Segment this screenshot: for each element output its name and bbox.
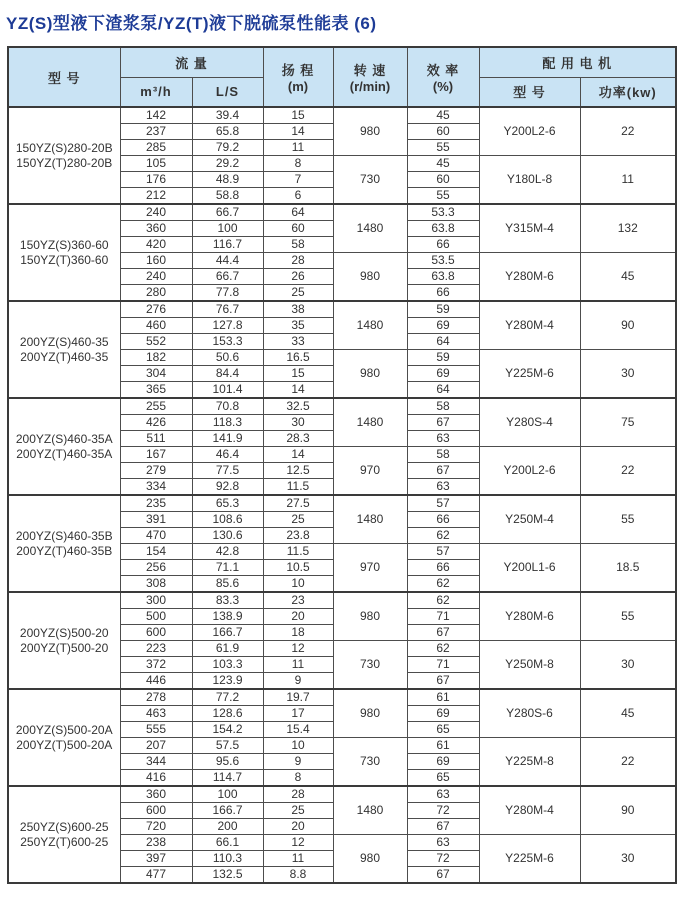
flow-ls-cell: 46.4	[192, 447, 263, 463]
flow-ls-cell: 123.9	[192, 673, 263, 690]
flow-ls-cell: 42.8	[192, 544, 263, 560]
efficiency-cell: 60	[407, 172, 479, 188]
efficiency-cell: 57	[407, 495, 479, 512]
model-line: 200YZ(S)500-20	[19, 625, 109, 640]
motor-power-cell: 30	[580, 350, 676, 399]
efficiency-cell: 69	[407, 706, 479, 722]
flow-m3h-cell: 391	[120, 512, 192, 528]
model-line: 200YZ(S)460-35	[19, 334, 109, 349]
efficiency-cell: 69	[407, 754, 479, 770]
motor-power-cell: 55	[580, 495, 676, 544]
head-cell: 32.5	[263, 398, 333, 415]
flow-ls-cell: 66.1	[192, 835, 263, 851]
head-cell: 58	[263, 237, 333, 253]
flow-ls-cell: 77.5	[192, 463, 263, 479]
head-cell: 12.5	[263, 463, 333, 479]
flow-ls-cell: 76.7	[192, 301, 263, 318]
flow-m3h-cell: 552	[120, 334, 192, 350]
motor-model-cell: Y225M-6	[479, 350, 580, 399]
head-cell: 10	[263, 738, 333, 754]
flow-ls-cell: 57.5	[192, 738, 263, 754]
flow-ls-cell: 50.6	[192, 350, 263, 366]
flow-ls-cell: 110.3	[192, 851, 263, 867]
flow-m3h-cell: 238	[120, 835, 192, 851]
table-row	[8, 689, 676, 706]
flow-ls-cell: 154.2	[192, 722, 263, 738]
speed-cell: 980	[333, 350, 407, 399]
flow-m3h-cell: 154	[120, 544, 192, 560]
model-cell	[8, 204, 120, 301]
table-row	[8, 398, 676, 415]
flow-m3h-cell: 176	[120, 172, 192, 188]
efficiency-cell: 64	[407, 334, 479, 350]
speed-cell: 1480	[333, 495, 407, 544]
efficiency-cell: 65	[407, 770, 479, 787]
speed-cell: 730	[333, 641, 407, 690]
head-cell: 28	[263, 786, 333, 803]
head-cell: 26	[263, 269, 333, 285]
head-cell: 11	[263, 140, 333, 156]
head-cell: 19.7	[263, 689, 333, 706]
model-line: 250YZ(S)600-25	[19, 819, 109, 834]
flow-m3h-cell: 276	[120, 301, 192, 318]
flow-ls-cell: 127.8	[192, 318, 263, 334]
motor-model-cell: Y280S-6	[479, 689, 580, 738]
flow-ls-cell: 85.6	[192, 576, 263, 593]
motor-power-cell: 30	[580, 641, 676, 690]
head-cell: 11	[263, 851, 333, 867]
flow-ls-cell: 71.1	[192, 560, 263, 576]
model-cell	[8, 301, 120, 398]
efficiency-cell: 61	[407, 689, 479, 706]
efficiency-cell: 63	[407, 479, 479, 496]
head-cell: 23	[263, 592, 333, 609]
flow-m3h-cell: 105	[120, 156, 192, 172]
head-cell: 28	[263, 253, 333, 269]
head-cell: 6	[263, 188, 333, 205]
head-cell: 15	[263, 107, 333, 124]
efficiency-cell: 63.8	[407, 221, 479, 237]
head-cell: 10	[263, 576, 333, 593]
flow-ls-cell: 141.9	[192, 431, 263, 447]
header-model: 型 号	[8, 47, 120, 107]
flow-ls-cell: 153.3	[192, 334, 263, 350]
motor-model-cell: Y200L1-6	[479, 544, 580, 593]
flow-ls-cell: 61.9	[192, 641, 263, 657]
head-cell: 14	[263, 447, 333, 463]
header-speed-label: 转 速	[353, 63, 387, 78]
model-cell	[8, 398, 120, 495]
flow-m3h-cell: 300	[120, 592, 192, 609]
speed-cell: 730	[333, 156, 407, 205]
flow-m3h-cell: 167	[120, 447, 192, 463]
head-cell: 60	[263, 221, 333, 237]
flow-m3h-cell: 240	[120, 204, 192, 221]
header-flow: 流 量	[120, 47, 263, 77]
head-cell: 23.8	[263, 528, 333, 544]
efficiency-cell: 58	[407, 447, 479, 463]
head-cell: 16.5	[263, 350, 333, 366]
header-motor: 配 用 电 机	[479, 47, 676, 77]
flow-ls-cell: 103.3	[192, 657, 263, 673]
flow-m3h-cell: 477	[120, 867, 192, 884]
flow-m3h-cell: 280	[120, 285, 192, 302]
efficiency-cell: 71	[407, 609, 479, 625]
flow-ls-cell: 77.8	[192, 285, 263, 302]
efficiency-cell: 69	[407, 318, 479, 334]
head-cell: 35	[263, 318, 333, 334]
model-line: 250YZ(T)600-25	[20, 834, 109, 849]
flow-ls-cell: 65.3	[192, 495, 263, 512]
efficiency-cell: 62	[407, 641, 479, 657]
head-cell: 64	[263, 204, 333, 221]
flow-ls-cell: 79.2	[192, 140, 263, 156]
efficiency-cell: 67	[407, 463, 479, 479]
speed-cell: 1480	[333, 786, 407, 835]
flow-ls-cell: 100	[192, 786, 263, 803]
model-cell	[8, 107, 120, 204]
efficiency-cell: 67	[407, 867, 479, 884]
efficiency-cell: 53.5	[407, 253, 479, 269]
head-cell: 9	[263, 754, 333, 770]
flow-m3h-cell: 446	[120, 673, 192, 690]
flow-m3h-cell: 279	[120, 463, 192, 479]
flow-m3h-cell: 365	[120, 382, 192, 399]
model-cell	[8, 495, 120, 592]
flow-m3h-cell: 334	[120, 479, 192, 496]
efficiency-cell: 62	[407, 528, 479, 544]
head-cell: 28.3	[263, 431, 333, 447]
efficiency-cell: 55	[407, 140, 479, 156]
table-row	[8, 592, 676, 609]
motor-model-cell: Y200L2-6	[479, 107, 580, 156]
head-cell: 27.5	[263, 495, 333, 512]
efficiency-cell: 71	[407, 657, 479, 673]
flow-ls-cell: 132.5	[192, 867, 263, 884]
efficiency-cell: 61	[407, 738, 479, 754]
table-row	[8, 301, 676, 318]
flow-ls-cell: 39.4	[192, 107, 263, 124]
flow-m3h-cell: 256	[120, 560, 192, 576]
efficiency-cell: 65	[407, 722, 479, 738]
efficiency-cell: 69	[407, 366, 479, 382]
flow-m3h-cell: 600	[120, 625, 192, 641]
flow-m3h-cell: 344	[120, 754, 192, 770]
flow-ls-cell: 114.7	[192, 770, 263, 787]
head-cell: 8	[263, 770, 333, 787]
efficiency-cell: 58	[407, 398, 479, 415]
flow-ls-cell: 166.7	[192, 803, 263, 819]
motor-power-cell: 45	[580, 689, 676, 738]
header-efficiency	[407, 47, 479, 107]
head-cell: 8.8	[263, 867, 333, 884]
efficiency-cell: 63.8	[407, 269, 479, 285]
header-head	[263, 47, 333, 107]
flow-ls-cell: 101.4	[192, 382, 263, 399]
flow-ls-cell: 92.8	[192, 479, 263, 496]
efficiency-cell: 62	[407, 576, 479, 593]
motor-power-cell: 132	[580, 204, 676, 253]
flow-ls-cell: 118.3	[192, 415, 263, 431]
flow-m3h-cell: 360	[120, 221, 192, 237]
head-cell: 17	[263, 706, 333, 722]
flow-ls-cell: 84.4	[192, 366, 263, 382]
header-speed-unit: (r/min)	[349, 79, 391, 94]
flow-m3h-cell: 720	[120, 819, 192, 835]
efficiency-cell: 66	[407, 285, 479, 302]
flow-ls-cell: 29.2	[192, 156, 263, 172]
flow-m3h-cell: 416	[120, 770, 192, 787]
motor-power-cell: 45	[580, 253, 676, 302]
motor-power-cell: 90	[580, 786, 676, 835]
header-motor-power: 功率(kw)	[580, 77, 676, 107]
head-cell: 25	[263, 512, 333, 528]
efficiency-cell: 62	[407, 592, 479, 609]
efficiency-cell: 45	[407, 107, 479, 124]
flow-ls-cell: 130.6	[192, 528, 263, 544]
speed-cell: 980	[333, 835, 407, 884]
model-line: 200YZ(T)460-35B	[16, 543, 113, 558]
table-row	[8, 107, 676, 124]
efficiency-cell: 59	[407, 301, 479, 318]
efficiency-cell: 66	[407, 560, 479, 576]
head-cell: 25	[263, 803, 333, 819]
header-speed	[333, 47, 407, 107]
flow-m3h-cell: 182	[120, 350, 192, 366]
motor-model-cell: Y250M-8	[479, 641, 580, 690]
flow-m3h-cell: 470	[120, 528, 192, 544]
speed-cell: 970	[333, 447, 407, 496]
speed-cell: 980	[333, 107, 407, 156]
motor-model-cell: Y280M-4	[479, 301, 580, 350]
motor-power-cell: 30	[580, 835, 676, 884]
header-head-unit: (m)	[287, 79, 309, 94]
motor-power-cell: 11	[580, 156, 676, 205]
flow-ls-cell: 100	[192, 221, 263, 237]
head-cell: 10.5	[263, 560, 333, 576]
efficiency-cell: 63	[407, 431, 479, 447]
motor-model-cell: Y250M-4	[479, 495, 580, 544]
model-line: 200YZ(S)500-20A	[15, 722, 113, 737]
flow-ls-cell: 66.7	[192, 204, 263, 221]
head-cell: 38	[263, 301, 333, 318]
flow-ls-cell: 138.9	[192, 609, 263, 625]
flow-ls-cell: 128.6	[192, 706, 263, 722]
motor-model-cell: Y200L2-6	[479, 447, 580, 496]
efficiency-cell: 63	[407, 835, 479, 851]
motor-power-cell: 90	[580, 301, 676, 350]
motor-power-cell: 75	[580, 398, 676, 447]
efficiency-cell: 59	[407, 350, 479, 366]
model-cell	[8, 689, 120, 786]
efficiency-cell: 72	[407, 803, 479, 819]
flow-m3h-cell: 426	[120, 415, 192, 431]
table-body	[8, 107, 676, 883]
head-cell: 11.5	[263, 479, 333, 496]
model-cell	[8, 592, 120, 689]
flow-m3h-cell: 212	[120, 188, 192, 205]
efficiency-cell: 57	[407, 544, 479, 560]
flow-ls-cell: 77.2	[192, 689, 263, 706]
model-line: 150YZ(T)280-20B	[16, 155, 113, 170]
motor-model-cell: Y280M-6	[479, 592, 580, 641]
page-title: YZ(S)型液下渣浆泵/YZ(T)液下脱硫泵性能表 (6)	[6, 14, 377, 33]
flow-ls-cell: 70.8	[192, 398, 263, 415]
speed-cell: 980	[333, 689, 407, 738]
head-cell: 7	[263, 172, 333, 188]
motor-power-cell: 55	[580, 592, 676, 641]
model-cell	[8, 786, 120, 883]
table-row	[8, 786, 676, 803]
speed-cell: 730	[333, 738, 407, 787]
motor-model-cell: Y280M-4	[479, 786, 580, 835]
efficiency-cell: 67	[407, 415, 479, 431]
motor-power-cell: 22	[580, 738, 676, 787]
flow-m3h-cell: 600	[120, 803, 192, 819]
model-line: 200YZ(T)500-20A	[16, 737, 113, 752]
flow-ls-cell: 44.4	[192, 253, 263, 269]
speed-cell: 1480	[333, 301, 407, 350]
flow-ls-cell: 65.8	[192, 124, 263, 140]
head-cell: 18	[263, 625, 333, 641]
speed-cell: 980	[333, 253, 407, 302]
header-efficiency-unit: (%)	[432, 79, 454, 94]
model-line: 200YZ(T)460-35A	[16, 446, 113, 461]
head-cell: 12	[263, 835, 333, 851]
flow-m3h-cell: 420	[120, 237, 192, 253]
speed-cell: 980	[333, 592, 407, 641]
head-cell: 12	[263, 641, 333, 657]
efficiency-cell: 72	[407, 851, 479, 867]
motor-power-cell: 18.5	[580, 544, 676, 593]
model-line: 150YZ(T)360-60	[20, 252, 109, 267]
head-cell: 9	[263, 673, 333, 690]
flow-m3h-cell: 142	[120, 107, 192, 124]
speed-cell: 970	[333, 544, 407, 593]
efficiency-cell: 64	[407, 382, 479, 399]
motor-power-cell: 22	[580, 447, 676, 496]
table-row	[8, 495, 676, 512]
motor-power-cell: 22	[580, 107, 676, 156]
motor-model-cell: Y280M-6	[479, 253, 580, 302]
model-line: 200YZ(T)500-20	[20, 640, 109, 655]
flow-ls-cell: 166.7	[192, 625, 263, 641]
efficiency-cell: 66	[407, 237, 479, 253]
efficiency-cell: 45	[407, 156, 479, 172]
motor-model-cell: Y225M-8	[479, 738, 580, 787]
head-cell: 15.4	[263, 722, 333, 738]
flow-m3h-cell: 304	[120, 366, 192, 382]
head-cell: 33	[263, 334, 333, 350]
flow-m3h-cell: 308	[120, 576, 192, 593]
motor-model-cell: Y315M-4	[479, 204, 580, 253]
head-cell: 14	[263, 382, 333, 399]
flow-m3h-cell: 237	[120, 124, 192, 140]
flow-m3h-cell: 360	[120, 786, 192, 803]
flow-ls-cell: 48.9	[192, 172, 263, 188]
flow-ls-cell: 83.3	[192, 592, 263, 609]
flow-ls-cell: 66.7	[192, 269, 263, 285]
header-motor-model: 型 号	[479, 77, 580, 107]
flow-m3h-cell: 372	[120, 657, 192, 673]
flow-m3h-cell: 511	[120, 431, 192, 447]
header-efficiency-label: 效 率	[426, 63, 460, 78]
flow-ls-cell: 58.8	[192, 188, 263, 205]
head-cell: 30	[263, 415, 333, 431]
header-row-1	[8, 47, 676, 77]
flow-m3h-cell: 460	[120, 318, 192, 334]
header-head-label: 扬 程	[281, 63, 315, 78]
header-flow-m3h: m³/h	[120, 77, 192, 107]
table-header	[8, 47, 676, 107]
efficiency-cell: 67	[407, 819, 479, 835]
efficiency-cell: 67	[407, 625, 479, 641]
flow-ls-cell: 200	[192, 819, 263, 835]
pump-performance-table	[7, 46, 677, 884]
flow-m3h-cell: 500	[120, 609, 192, 625]
flow-ls-cell: 108.6	[192, 512, 263, 528]
flow-m3h-cell: 240	[120, 269, 192, 285]
head-cell: 11	[263, 657, 333, 673]
head-cell: 14	[263, 124, 333, 140]
motor-model-cell: Y180L-8	[479, 156, 580, 205]
model-line: 200YZ(T)460-35	[20, 349, 109, 364]
table-row	[8, 204, 676, 221]
flow-m3h-cell: 555	[120, 722, 192, 738]
flow-m3h-cell: 255	[120, 398, 192, 415]
head-cell: 11.5	[263, 544, 333, 560]
flow-ls-cell: 95.6	[192, 754, 263, 770]
model-line: 150YZ(S)360-60	[19, 237, 109, 252]
flow-m3h-cell: 223	[120, 641, 192, 657]
flow-m3h-cell: 160	[120, 253, 192, 269]
speed-cell: 1480	[333, 398, 407, 447]
model-line: 150YZ(S)280-20B	[15, 140, 113, 155]
flow-m3h-cell: 463	[120, 706, 192, 722]
model-line: 200YZ(S)460-35A	[15, 431, 113, 446]
efficiency-cell: 53.3	[407, 204, 479, 221]
speed-cell: 1480	[333, 204, 407, 253]
efficiency-cell: 67	[407, 673, 479, 690]
efficiency-cell: 55	[407, 188, 479, 205]
flow-m3h-cell: 278	[120, 689, 192, 706]
motor-model-cell: Y280S-4	[479, 398, 580, 447]
flow-m3h-cell: 397	[120, 851, 192, 867]
efficiency-cell: 60	[407, 124, 479, 140]
efficiency-cell: 63	[407, 786, 479, 803]
flow-m3h-cell: 285	[120, 140, 192, 156]
efficiency-cell: 66	[407, 512, 479, 528]
flow-m3h-cell: 235	[120, 495, 192, 512]
header-flow-ls: L/S	[192, 77, 263, 107]
head-cell: 8	[263, 156, 333, 172]
motor-model-cell: Y225M-6	[479, 835, 580, 884]
model-line: 200YZ(S)460-35B	[15, 528, 113, 543]
flow-ls-cell: 116.7	[192, 237, 263, 253]
flow-m3h-cell: 207	[120, 738, 192, 754]
head-cell: 25	[263, 285, 333, 302]
head-cell: 20	[263, 819, 333, 835]
head-cell: 15	[263, 366, 333, 382]
head-cell: 20	[263, 609, 333, 625]
